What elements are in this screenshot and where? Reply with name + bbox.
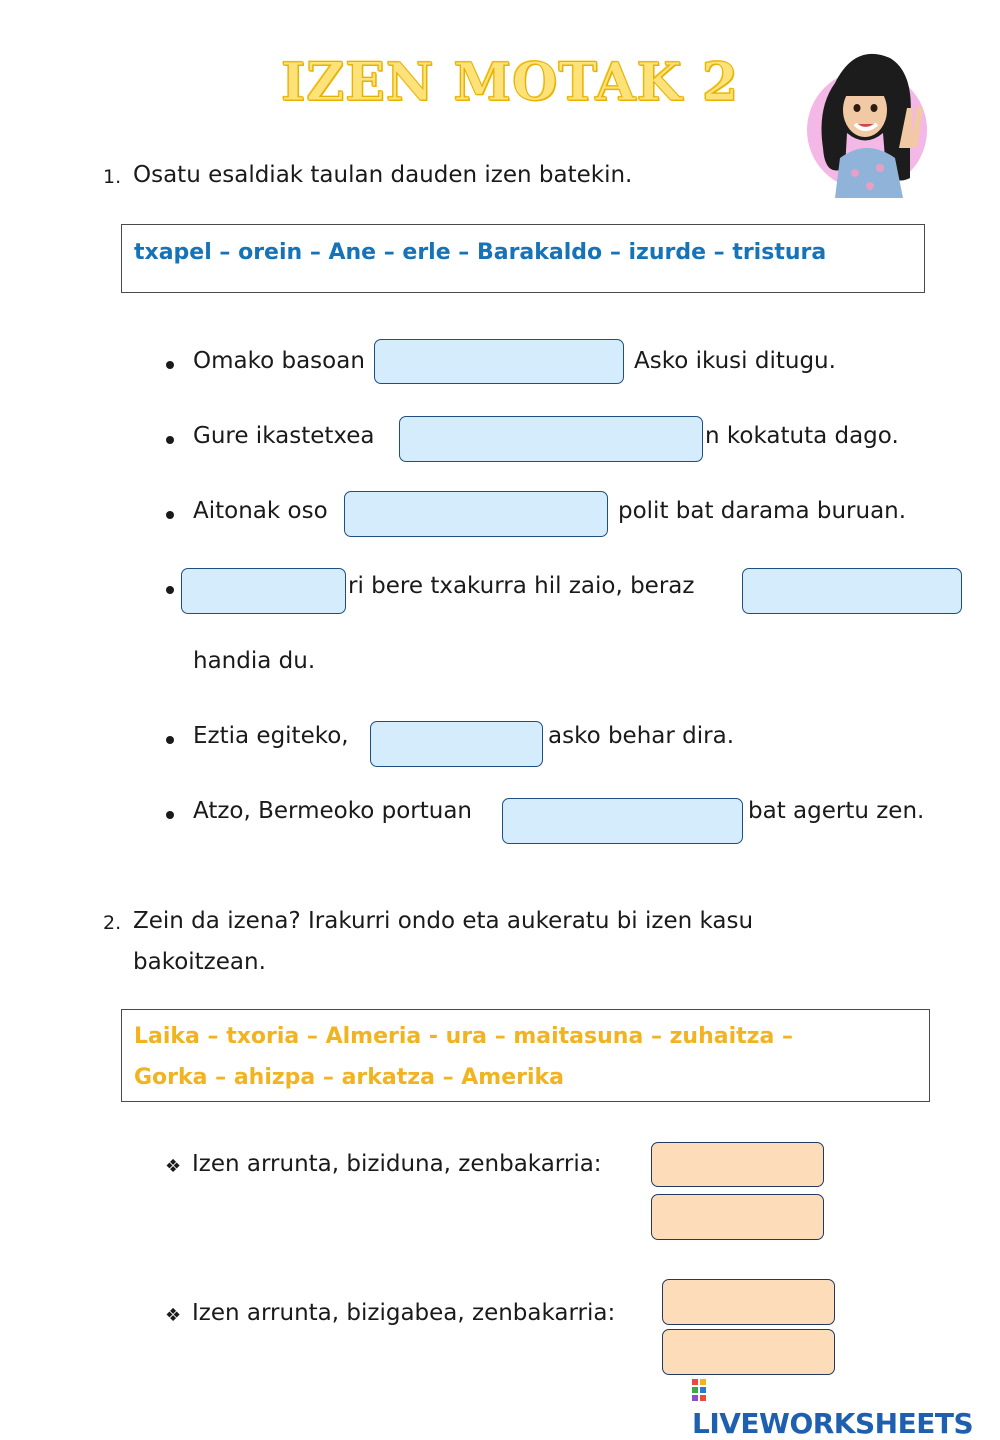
question-2-prompt-line1: Zein da izena? Irakurri ondo eta aukeratu bi izen kasu <box>133 908 754 934</box>
question-2-prompt-line2: bakoitzean. <box>133 949 266 975</box>
bullet <box>166 436 174 444</box>
sentence-6-after: bat agertu zen. <box>748 798 925 824</box>
sentence-2-before: Gure ikastetxea <box>193 423 375 449</box>
sentence-2-after: n kokatuta dago. <box>705 423 899 449</box>
sentence-5-before: Eztia egiteko, <box>193 723 349 749</box>
sentence-1-after: Asko ikusi ditugu. <box>634 348 836 374</box>
page-title: IZEN MOTAK 2 <box>280 52 740 113</box>
sentence-5-after: asko behar dira. <box>548 723 734 749</box>
category-2-answer-2[interactable] <box>662 1329 835 1375</box>
bullet <box>166 361 174 369</box>
diamond-bullet-icon: ❖ <box>165 1156 182 1177</box>
word-bank-1-text: txapel – orein – Ane – erle – Barakaldo – izurde – tristura <box>134 240 827 265</box>
diamond-bullet-icon: ❖ <box>165 1305 182 1326</box>
word-bank-1 <box>121 224 925 293</box>
sentence-4-after: handia du. <box>193 648 316 674</box>
question-1-number: 1. <box>103 166 122 188</box>
word-bank-2 <box>121 1009 930 1102</box>
liveworksheets-logo-icon <box>692 1379 714 1403</box>
question-2-number: 2. <box>103 912 122 934</box>
category-1-answer-1[interactable] <box>651 1142 824 1187</box>
bullet <box>166 736 174 744</box>
answer-input-6[interactable] <box>502 798 743 844</box>
sentence-6-before: Atzo, Bermeoko portuan <box>193 798 472 824</box>
word-bank-2-line2: Gorka – ahizpa – arkatza – Amerika <box>134 1065 564 1090</box>
category-1-label: Izen arrunta, biziduna, zenbakarria: <box>192 1151 602 1177</box>
sentence-4-middle: ri bere txakurra hil zaio, beraz <box>348 573 695 599</box>
sentence-1-before: Omako basoan <box>193 348 365 374</box>
question-1-prompt: Osatu esaldiak taulan dauden izen batekin. <box>133 162 633 188</box>
answer-input-5[interactable] <box>370 721 543 767</box>
teacher-avatar-icon <box>795 38 935 198</box>
sentence-3-after: polit bat darama buruan. <box>618 498 907 524</box>
answer-input-2[interactable] <box>399 416 703 462</box>
answer-input-4b[interactable] <box>742 568 962 614</box>
category-1-answer-2[interactable] <box>651 1194 824 1240</box>
answer-input-4a[interactable] <box>181 568 346 614</box>
bullet <box>166 811 174 819</box>
category-2-answer-1[interactable] <box>662 1279 835 1325</box>
bullet <box>166 511 174 519</box>
sentence-3-before: Aitonak oso <box>193 498 328 524</box>
bullet <box>166 586 174 594</box>
answer-input-3[interactable] <box>344 491 608 537</box>
answer-input-1[interactable] <box>374 339 624 384</box>
category-2-label: Izen arrunta, bizigabea, zenbakarria: <box>192 1300 616 1326</box>
liveworksheets-text: LIVEWORKSHEETS <box>692 1407 974 1440</box>
word-bank-2-line1: Laika – txoria – Almeria - ura – maitasuna – zuhaitza – <box>134 1024 793 1049</box>
liveworksheets-branding <box>692 1374 992 1440</box>
